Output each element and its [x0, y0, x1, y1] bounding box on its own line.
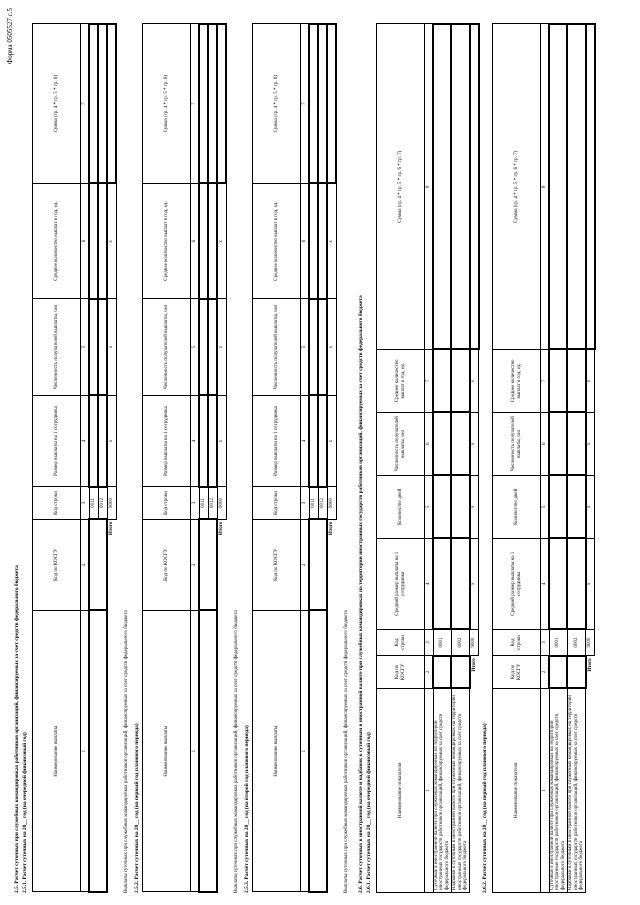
table-cell[interactable] [318, 395, 327, 487]
table-cell[interactable] [208, 299, 217, 396]
table-cell[interactable] [208, 183, 217, 298]
table-cell[interactable] [549, 475, 567, 538]
col-header: Код строки [253, 487, 301, 519]
col-number: 7 [541, 349, 550, 412]
table-cell[interactable] [549, 412, 567, 475]
col-header: Количество дней [377, 475, 425, 538]
x-mark: x [327, 183, 336, 298]
section-2-5-2-title: 2.5.2. Расчет суточных на 20__ год (на первый год планового периода) [134, 723, 140, 893]
x-mark: x [217, 299, 226, 396]
table-footnote: Выплаты суточных при служебных командировках работников организаций, финансируемых за счет средств федерального бюджета [124, 610, 129, 893]
table-2-6-1 [376, 23, 480, 893]
x-mark: x [586, 538, 595, 629]
table-cell[interactable] [567, 656, 585, 688]
row-name: Суточные в иностранной валюте при служебных командировках на территории иностранных государств работников организаций, финансируемых за счет средств федерального бюджета [433, 688, 451, 892]
table-cell[interactable] [433, 538, 451, 629]
col-number: 3 [541, 629, 550, 656]
table-cell[interactable] [199, 519, 217, 610]
col-number: 3 [425, 629, 434, 656]
section-2-5-title: 2.5. Расчет суточных при служебных командировках работников организаций, финансируемых за счет средств федерального бюджета [14, 565, 20, 893]
table-cell[interactable] [309, 24, 318, 183]
total-label: Итого [109, 521, 115, 536]
col-header: Среднее количество выплат в год, ед. [33, 183, 81, 298]
total-label: Итого [329, 521, 335, 536]
table-cell[interactable] [89, 183, 98, 298]
table-cell[interactable] [208, 24, 217, 183]
row-code: 0011 [199, 487, 208, 519]
table-cell[interactable] [549, 538, 567, 629]
row-name: Надбавки к суточным в иностранной валюте при служебных командировках на территории иностранных государств работников организаций, финансируемых за счет средств федерального бюджета [451, 688, 469, 892]
col-number: 7 [191, 24, 200, 183]
col-number: 1 [425, 688, 434, 892]
col-number: 6 [81, 183, 90, 298]
col-header: Средний размер выплаты на 1 сотрудника [493, 538, 541, 629]
col-header: Код по КОСГУ [493, 656, 541, 688]
table-cell[interactable] [549, 349, 567, 412]
table-2-6-2 [492, 23, 596, 893]
col-header: Среднее количество выплат в год, ед. [493, 349, 541, 412]
row-code: 9000 [327, 487, 336, 519]
col-header: Код строки [143, 487, 191, 519]
section-2-6-title: 2.6. Расчет суточных в иностранной валюте и надбавок к суточным в иностранной валюте при служебных командировках на территории иностранных государств работников организаций, финансируемых за счет средств федерального бюджета [358, 295, 364, 893]
total-label: Итого [219, 521, 225, 536]
col-number: 5 [191, 299, 200, 396]
x-mark: x [217, 395, 226, 487]
table-cell[interactable] [451, 475, 469, 538]
col-header: Код строки [493, 629, 541, 656]
col-header: Средний размер выплаты на 1 сотрудника [377, 538, 425, 629]
col-header: Размер выплаты на 1 сотрудника [33, 395, 81, 487]
total-label: Итого [471, 658, 477, 672]
row-code: 9000 [470, 629, 479, 656]
table-cell[interactable] [107, 24, 116, 183]
col-number: 2 [191, 519, 200, 610]
section-2-6-2-title: 2.6.2. Расчет суточных на 20__ год (на первый год планового периода) [482, 723, 488, 893]
x-mark: x [327, 299, 336, 396]
row-code: 9000 [217, 487, 226, 519]
table-cell[interactable] [567, 538, 585, 629]
table-cell[interactable] [199, 395, 208, 487]
x-mark: x [470, 475, 479, 538]
col-header: Сумма (гр. 4 * гр. 5 * гр. 6) [143, 24, 191, 183]
table-cell[interactable] [199, 299, 208, 396]
row-code: 9000 [107, 487, 116, 519]
table-cell[interactable] [309, 299, 318, 396]
table-cell[interactable] [549, 656, 567, 688]
table-cell[interactable] [89, 519, 107, 610]
table-cell[interactable] [567, 412, 585, 475]
table-cell[interactable] [549, 24, 567, 349]
table-cell[interactable] [451, 24, 469, 349]
table-cell[interactable] [309, 610, 327, 892]
total-label: Итого [587, 658, 593, 672]
col-header: Среднее количество выплат в год, ед. [253, 183, 301, 298]
table-cell[interactable] [318, 299, 327, 396]
row-code: 0001 [433, 629, 451, 656]
col-number: 6 [301, 183, 310, 298]
table-cell[interactable] [318, 183, 327, 298]
table-cell[interactable] [89, 299, 98, 396]
table-cell[interactable] [89, 395, 98, 487]
col-header: Численность получателей выплаты, чел [33, 299, 81, 396]
table-cell[interactable] [309, 183, 318, 298]
x-mark: x [470, 349, 479, 412]
table-cell[interactable] [451, 349, 469, 412]
form-code: Форма 0505527 с.5 [6, 8, 14, 65]
table-cell[interactable] [567, 24, 585, 349]
table-cell[interactable] [98, 183, 107, 298]
col-header: Сумма (гр. 4 * гр. 5 * гр. 6) [33, 24, 81, 183]
section-2-6-1-title: 2.6.1. Расчет суточных на 20__ год (на очередной финансовый год) [366, 732, 372, 893]
col-header: Наименование выплаты [143, 610, 191, 892]
row-code: 0002 [451, 629, 469, 656]
x-mark: x [470, 412, 479, 475]
col-number: 3 [191, 487, 200, 519]
col-number: 1 [191, 610, 200, 892]
section-2-5-1-title: 2.5.1. Расчет суточных на 20__ год (на очередной финансовый год) [22, 732, 28, 893]
row-code: 0011 [89, 487, 98, 519]
col-number: 6 [191, 183, 200, 298]
col-number: 3 [301, 487, 310, 519]
col-header: Количество дней [493, 475, 541, 538]
col-number: 2 [301, 519, 310, 610]
col-header: Код строки [377, 629, 425, 656]
table-cell[interactable] [433, 349, 451, 412]
table-cell[interactable] [98, 24, 107, 183]
col-number: 8 [425, 24, 434, 349]
x-mark: x [107, 183, 116, 298]
col-number: 7 [81, 24, 90, 183]
table-cell[interactable] [451, 656, 469, 688]
table-cell[interactable] [433, 412, 451, 475]
row-code: 0012 [98, 487, 107, 519]
row-code: 0001 [549, 629, 567, 656]
table-cell[interactable] [98, 299, 107, 396]
col-header: Код по КОСГУ [377, 656, 425, 688]
row-code: 0002 [567, 629, 585, 656]
row-code: 0011 [309, 487, 318, 519]
col-number: 5 [425, 475, 434, 538]
table-cell[interactable] [433, 475, 451, 538]
table-footnote: Выплаты суточных при служебных командировках работников организаций, финансируемых за счет средств федерального бюджета [234, 610, 239, 893]
col-header: Наименование показателя [377, 688, 425, 892]
col-header: Среднее количество выплат в год, ед. [143, 183, 191, 298]
table-cell[interactable] [217, 24, 226, 183]
table-cell[interactable] [586, 24, 595, 349]
table-cell[interactable] [309, 395, 318, 487]
row-code: 9000 [586, 629, 595, 656]
x-mark: x [217, 183, 226, 298]
table-cell[interactable] [327, 24, 336, 183]
col-header: Численность получателей выплаты, чел [253, 299, 301, 396]
col-number: 3 [81, 487, 90, 519]
row-name: Суточные в иностранной валюте при служебных командировках на территории иностранных государств работников организаций, финансируемых за счет средств федерального бюджета [549, 688, 567, 892]
col-header: Наименование показателя [493, 688, 541, 892]
col-number: 4 [425, 538, 434, 629]
col-number: 5 [81, 299, 90, 396]
table-footnote: Выплаты суточных при служебных командировках работников организаций, финансируемых за счет средств федерального бюджета [344, 610, 349, 893]
col-number: 7 [301, 24, 310, 183]
table-cell[interactable] [208, 395, 217, 487]
table-cell[interactable] [89, 24, 98, 183]
col-header: Численность получателей выплаты, чел [143, 299, 191, 396]
table-cell[interactable] [433, 24, 451, 349]
col-number: 7 [425, 349, 434, 412]
section-2-5-3-title: 2.5.3. Расчет суточных на 20__ год (на второй год планового периода) [244, 725, 250, 893]
col-number: 5 [541, 475, 550, 538]
col-header: Код по КОСГУ [253, 519, 301, 610]
table-cell[interactable] [309, 519, 327, 610]
x-mark: x [107, 299, 116, 396]
col-header: Наименование выплаты [253, 610, 301, 892]
col-header: Сумма (гр. 4 * гр. 5 * гр. 6 * гр. 7) [493, 24, 541, 349]
table-2-5-2 [142, 23, 227, 893]
col-number: 2 [425, 656, 434, 688]
col-number: 2 [541, 656, 550, 688]
col-header: Сумма (гр. 4 * гр. 5 * гр. 6 * гр. 7) [377, 24, 425, 349]
x-mark: x [586, 475, 595, 538]
x-mark: x [586, 349, 595, 412]
col-number: 4 [191, 395, 200, 487]
col-header: Сумма (гр. 4 * гр. 5 * гр. 6) [253, 24, 301, 183]
x-mark: x [327, 395, 336, 487]
x-mark: x [107, 395, 116, 487]
col-number: 1 [81, 610, 90, 892]
table-cell[interactable] [433, 656, 451, 688]
x-mark: x [586, 412, 595, 475]
col-header: Код строки [33, 487, 81, 519]
col-number: 5 [301, 299, 310, 396]
table-cell[interactable] [318, 24, 327, 183]
table-cell[interactable] [451, 538, 469, 629]
table-cell[interactable] [199, 610, 217, 892]
col-header: Размер выплаты на 1 сотрудника [143, 395, 191, 487]
table-cell[interactable] [470, 24, 479, 349]
row-code: 0012 [318, 487, 327, 519]
table-2-5-3 [252, 23, 337, 893]
table-2-5-1 [32, 23, 117, 893]
table-cell[interactable] [567, 349, 585, 412]
col-header: Наименование выплаты [33, 610, 81, 892]
col-header: Размер выплаты на 1 сотрудника [253, 395, 301, 487]
table-cell[interactable] [89, 610, 107, 892]
col-number: 4 [301, 395, 310, 487]
col-number: 8 [541, 24, 550, 349]
table-cell[interactable] [567, 475, 585, 538]
col-number: 6 [541, 412, 550, 475]
col-number: 1 [301, 610, 310, 892]
table-cell[interactable] [199, 24, 208, 183]
table-cell[interactable] [98, 395, 107, 487]
col-number: 4 [541, 538, 550, 629]
col-header: Код по КОСГУ [143, 519, 191, 610]
col-header: Численность получателей выплаты, чел [377, 412, 425, 475]
col-number: 2 [81, 519, 90, 610]
col-header: Среднее количество выплат в год, ед. [377, 349, 425, 412]
row-name: Надбавки к суточным в иностранной валюте при служебных командировках на территории иностранных государств работников организаций, финансируемых за счет средств федерального бюджета [567, 688, 585, 892]
col-number: 1 [541, 688, 550, 892]
col-number: 6 [425, 412, 434, 475]
row-code: 0012 [208, 487, 217, 519]
table-cell[interactable] [199, 183, 208, 298]
table-cell[interactable] [451, 412, 469, 475]
col-header: Численность получателей выплаты, чел [493, 412, 541, 475]
x-mark: x [470, 538, 479, 629]
col-number: 4 [81, 395, 90, 487]
col-header: Код по КОСГУ [33, 519, 81, 610]
